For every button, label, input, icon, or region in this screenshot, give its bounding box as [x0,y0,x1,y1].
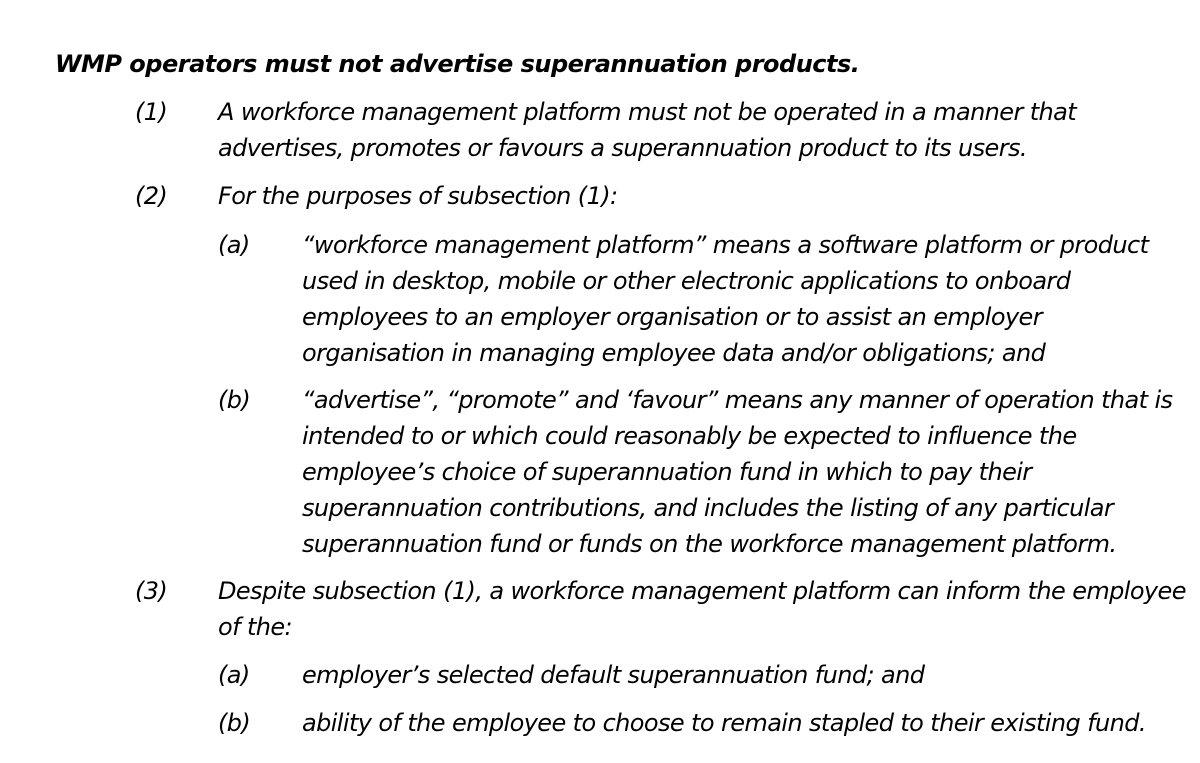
clause-1-line-1: A workforce management platform must not be operated in a manner that [218,98,1077,126]
clause-3a-number: (a) [218,661,250,689]
clause-3-line-2: of the: [218,613,293,641]
clause-2-number: (2) [135,182,168,210]
clause-3b-line-1: ability of the employee to choose to remain stapled to their existing fund. [302,709,1146,737]
clause-3-text [218,573,1186,645]
clause-3a-line-1: employer’s selected default superannuation fund; and [302,661,925,689]
clause-2b-line-1: “advertise”, “promote” and ‘favour” means any manner of operation that is [302,386,1173,414]
section-heading: WMP operators must not advertise superannuation products. [55,50,860,78]
clause-2a-line-1: “workforce management platform” means a software platform or product [302,231,1149,259]
clause-2a-line-2: used in desktop, mobile or other electronic applications to onboard [302,267,1071,295]
clause-3b-text [302,705,1146,741]
clause-2b-number: (b) [218,386,251,414]
clause-3-number: (3) [135,577,168,605]
clause-2b-line-2: intended to or which could reasonably be expected to influence the [302,422,1077,450]
clause-3-line-1: Despite subsection (1), a workforce management platform can inform the employee [218,577,1186,605]
clause-1-line-2: advertises, promotes or favours a superannuation product to its users. [218,134,1027,162]
clause-2a-line-4: organisation in managing employee data and/or obligations; and [302,339,1046,367]
clause-1-number: (1) [135,98,168,126]
clause-2b-line-5: superannuation fund or funds on the workforce management platform. [302,530,1117,558]
clause-2b-line-3: employee’s choice of superannuation fund in which to pay their [302,458,1032,486]
clause-2b-line-4: superannuation contributions, and includes the listing of any particular [302,494,1114,522]
clause-3a-text [302,657,924,693]
clause-2b-text [302,382,1172,562]
clause-2a-line-3: employees to an employer organisation or to assist an employer [302,303,1042,331]
clause-2-text [218,178,618,214]
clause-2a-number: (a) [218,231,250,259]
clause-3b-number: (b) [218,709,251,737]
clause-2-line-1: For the purposes of subsection (1): [218,182,618,210]
clause-1-text [218,94,1076,166]
clause-2a-text [302,227,1148,371]
